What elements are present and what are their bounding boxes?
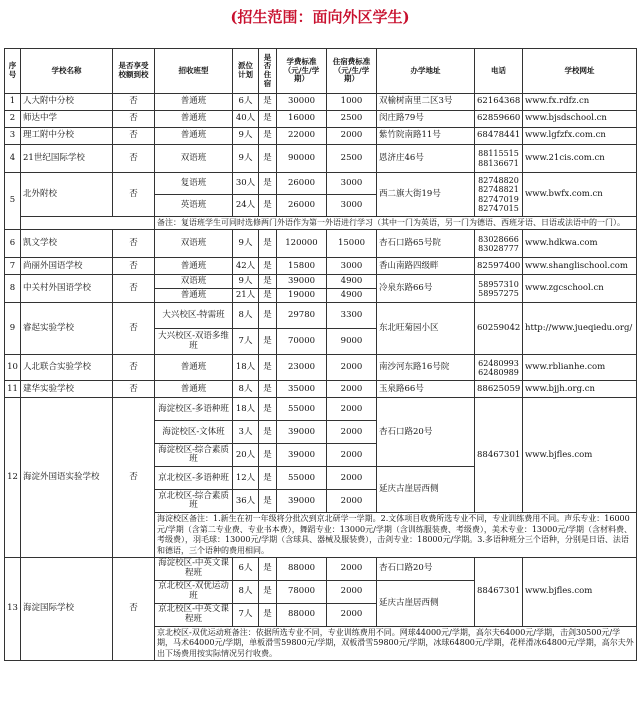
cell-plan: 36人 (233, 490, 259, 513)
table-row (5, 355, 637, 381)
note-cell: 备注：复语班学生可同时选修两门外语作为第一外语进行学习（其中一门为英语，另一门为德语、西班牙语、日语或法语中的一门）。 (155, 217, 637, 230)
cell-address: 南沙河东路16号院 (377, 355, 475, 381)
cell-school: 海淀外国语实验学校 (21, 398, 113, 558)
cell-boarding: 是 (259, 381, 277, 398)
cell-dorm-fee: 2500 (327, 111, 377, 128)
table-row (5, 230, 637, 258)
cell-boarding: 是 (259, 303, 277, 329)
cell-address: 延庆古崖居西侧 (377, 467, 475, 513)
cell-phone: 62164368 (475, 94, 523, 111)
cell-tuition: 23000 (277, 355, 327, 381)
cell-phone: 88115515 88136671 (475, 145, 523, 173)
cell-boarding: 是 (259, 398, 277, 421)
cell-plan: 18人 (233, 355, 259, 381)
cell-phone: 82748820 82748821 82747019 82747015 (475, 173, 523, 217)
cell-phone: 68478441 (475, 128, 523, 145)
cell-plan: 9人 (233, 230, 259, 258)
cell-tuition: 39000 (277, 421, 327, 444)
table-header (5, 49, 637, 94)
header-cell: 学费标准（元/生/学期） (277, 49, 327, 94)
cell-dorm-fee: 3000 (327, 258, 377, 275)
cell-quota: 否 (113, 258, 155, 275)
cell-boarding: 是 (259, 173, 277, 195)
cell-class-type: 普通班 (155, 111, 233, 128)
cell-class-type: 海淀校区-多语种班 (155, 398, 233, 421)
table-row (5, 398, 637, 421)
cell-class-type: 海淀校区-中英文课程班 (155, 557, 233, 580)
cell-address: 恩济庄46号 (377, 145, 475, 173)
cell-plan: 6人 (233, 94, 259, 111)
cell-address: 冷泉东路66号 (377, 275, 475, 303)
cell-plan: 24人 (233, 195, 259, 217)
cell-address: 香山南路四级畔 (377, 258, 475, 275)
header-cell: 办学地址 (377, 49, 475, 94)
cell-class-type: 普通班 (155, 258, 233, 275)
cell-url[interactable]: www.hdkwa.com (523, 230, 637, 258)
cell-plan: 42人 (233, 258, 259, 275)
cell-tuition: 70000 (277, 329, 327, 355)
cell-dorm-fee: 2000 (327, 421, 377, 444)
cell-tuition: 120000 (277, 230, 327, 258)
cell-class-type: 大兴校区-特需班 (155, 303, 233, 329)
table-row (5, 173, 637, 195)
cell-plan: 20人 (233, 444, 259, 467)
cell-school: 人大附中分校 (21, 94, 113, 111)
cell-quota: 否 (113, 173, 155, 217)
cell-no: 8 (5, 275, 21, 303)
cell-url[interactable]: www.bwfx.com.cn (523, 173, 637, 217)
cell-url[interactable]: http://www.jueqiedu.org/ (523, 303, 637, 355)
cell-plan: 8人 (233, 303, 259, 329)
cell-url[interactable]: www.rblianhe.com (523, 355, 637, 381)
cell-no: 13 (5, 557, 21, 660)
header-cell: 学校网址 (523, 49, 637, 94)
cell-no: 1 (5, 94, 21, 111)
cell-boarding: 是 (259, 230, 277, 258)
table-row (5, 258, 637, 275)
cell-phone: 88467301 (475, 557, 523, 626)
cell-tuition: 39000 (277, 444, 327, 467)
cell-plan: 8人 (233, 381, 259, 398)
cell-url[interactable]: www.21cis.com.cn (523, 145, 637, 173)
page-title: (招生范围：面向外区学生) (230, 8, 410, 26)
cell-class-type: 京北校区-中英文课程班 (155, 603, 233, 626)
header-cell: 派位计划 (233, 49, 259, 94)
cell-address: 东北旺菊园小区 (377, 303, 475, 355)
cell-address: 西二旗大街19号 (377, 173, 475, 217)
cell-address: 杏石口路65号院 (377, 230, 475, 258)
cell-no: 12 (5, 398, 21, 558)
cell-plan: 8人 (233, 580, 259, 603)
cell-school: 凯文学校 (21, 230, 113, 258)
cell-tuition: 39000 (277, 490, 327, 513)
header-cell: 序号 (5, 49, 21, 94)
school-table (4, 48, 637, 661)
cell-url[interactable]: www.bjfles.com (523, 557, 637, 626)
cell-plan: 9人 (233, 145, 259, 173)
cell-phone: 62480993 62480989 (475, 355, 523, 381)
cell-school: 建华实验学校 (21, 381, 113, 398)
cell-dorm-fee: 15000 (327, 230, 377, 258)
cell-plan: 12人 (233, 467, 259, 490)
cell-class-type: 普通班 (155, 289, 233, 303)
cell-boarding: 是 (259, 289, 277, 303)
cell-phone: 82597400 (475, 258, 523, 275)
cell-tuition: 90000 (277, 145, 327, 173)
header-cell: 是否住宿 (259, 49, 277, 94)
cell-boarding: 是 (259, 557, 277, 580)
cell-url[interactable]: www.bjsdschool.cn (523, 111, 637, 128)
table-row (5, 111, 637, 128)
cell-dorm-fee: 2000 (327, 603, 377, 626)
cell-tuition: 78000 (277, 580, 327, 603)
cell-dorm-fee: 4900 (327, 275, 377, 289)
cell-dorm-fee: 2000 (327, 381, 377, 398)
cell-boarding: 是 (259, 258, 277, 275)
cell-dorm-fee: 2000 (327, 444, 377, 467)
cell-phone: 62859660 (475, 111, 523, 128)
table-row (5, 275, 637, 289)
cell-no: 5 (5, 173, 21, 230)
cell-boarding: 是 (259, 128, 277, 145)
cell-class-type: 京北校区-多语种班 (155, 467, 233, 490)
cell-dorm-fee: 9000 (327, 329, 377, 355)
table-row (5, 557, 637, 580)
cell-school: 海淀国际学校 (21, 557, 113, 660)
cell-plan: 21人 (233, 289, 259, 303)
cell-plan: 9人 (233, 275, 259, 289)
cell-dorm-fee: 2000 (327, 398, 377, 421)
cell-tuition: 35000 (277, 381, 327, 398)
table-row (5, 128, 637, 145)
cell-plan: 18人 (233, 398, 259, 421)
cell-plan: 7人 (233, 603, 259, 626)
cell-no: 3 (5, 128, 21, 145)
cell-boarding: 是 (259, 195, 277, 217)
cell-phone: 60259042 (475, 303, 523, 355)
cell-quota: 否 (113, 303, 155, 355)
cell-boarding: 是 (259, 580, 277, 603)
cell-quota: 否 (113, 275, 155, 303)
cell-tuition: 26000 (277, 195, 327, 217)
header-cell: 住宿费标准（元/生/学期） (327, 49, 377, 94)
cell-plan: 6人 (233, 557, 259, 580)
cell-tuition: 29780 (277, 303, 327, 329)
cell-quota: 否 (113, 398, 155, 558)
cell-school: 理工附中分校 (21, 128, 113, 145)
cell-dorm-fee: 2000 (327, 580, 377, 603)
header-cell: 电话 (475, 49, 523, 94)
cell-plan: 40人 (233, 111, 259, 128)
cell-dorm-fee: 2000 (327, 128, 377, 145)
cell-school: 中关村外国语学校 (21, 275, 113, 303)
cell-dorm-fee: 3000 (327, 173, 377, 195)
cell-class-type: 英语班 (155, 195, 233, 217)
cell-dorm-fee: 3300 (327, 303, 377, 329)
cell-plan: 3人 (233, 421, 259, 444)
cell-school: 21世纪国际学校 (21, 145, 113, 173)
cell-dorm-fee: 2000 (327, 557, 377, 580)
table-note-row (5, 217, 637, 230)
cell-quota: 否 (113, 94, 155, 111)
cell-tuition: 88000 (277, 557, 327, 580)
cell-address: 双榆树南里二区3号 (377, 94, 475, 111)
cell-dorm-fee: 2000 (327, 355, 377, 381)
cell-quota: 否 (113, 557, 155, 660)
cell-quota: 否 (113, 145, 155, 173)
cell-boarding: 是 (259, 94, 277, 111)
cell-class-type: 复语班 (155, 173, 233, 195)
cell-quota: 否 (113, 230, 155, 258)
cell-class-type: 普通班 (155, 381, 233, 398)
cell-class-type: 普通班 (155, 128, 233, 145)
table-row (5, 145, 637, 173)
cell-dorm-fee: 3000 (327, 195, 377, 217)
cell-boarding: 是 (259, 490, 277, 513)
cell-address: 杏石口路20号 (377, 398, 475, 467)
cell-tuition: 22000 (277, 128, 327, 145)
cell-quota: 否 (113, 128, 155, 145)
cell-class-type: 海淀校区-综合素质班 (155, 444, 233, 467)
cell-boarding: 是 (259, 145, 277, 173)
cell-dorm-fee: 2000 (327, 490, 377, 513)
header-cell: 是否享受校额到校 (113, 49, 155, 94)
cell-tuition: 15800 (277, 258, 327, 275)
note-cell: 京北校区-双优运动班备注：依据所选专业不同，专业训练费用不同。网球44000元/学期，高尔夫64000元/学期，击剑30500元/学期，马术64000元/学期，单板滑雪59800元/学期，双板滑雪59800元/学期，冰球64800元/学期，花样滑冰64800元/学期，高尔夫外出下场费用按实际情况另行收费。 (155, 626, 637, 660)
cell-class-type: 双语班 (155, 230, 233, 258)
cell-quota: 否 (113, 355, 155, 381)
cell-address: 紫竹院南路11号 (377, 128, 475, 145)
cell-plan: 9人 (233, 128, 259, 145)
cell-tuition: 30000 (277, 94, 327, 111)
cell-class-type: 普通班 (155, 94, 233, 111)
cell-school: 北外附校 (21, 173, 113, 217)
cell-tuition: 55000 (277, 467, 327, 490)
cell-boarding: 是 (259, 444, 277, 467)
cell-address: 玉泉路66号 (377, 381, 475, 398)
cell-no: 10 (5, 355, 21, 381)
cell-quota: 否 (113, 111, 155, 128)
cell-dorm-fee: 1000 (327, 94, 377, 111)
cell-no: 4 (5, 145, 21, 173)
cell-quota: 否 (113, 381, 155, 398)
cell-class-type: 大兴校区-双语多维班 (155, 329, 233, 355)
cell-class-type: 海淀校区-文体班 (155, 421, 233, 444)
cell-plan: 30人 (233, 173, 259, 195)
cell-no: 9 (5, 303, 21, 355)
cell-class-type: 京北校区-综合素质班 (155, 490, 233, 513)
cell-boarding: 是 (259, 467, 277, 490)
cell-url[interactable]: www.bjfles.com (523, 398, 637, 513)
cell-dorm-fee: 2500 (327, 145, 377, 173)
cell-no: 7 (5, 258, 21, 275)
cell-dorm-fee: 2000 (327, 467, 377, 490)
cell-url[interactable]: www.bjjh.org.cn (523, 381, 637, 398)
cell-no: 6 (5, 230, 21, 258)
cell-dorm-fee: 4900 (327, 289, 377, 303)
cell-address: 闵庄路79号 (377, 111, 475, 128)
cell-phone: 58957310 58957275 (475, 275, 523, 303)
cell-tuition: 19000 (277, 289, 327, 303)
cell-boarding: 是 (259, 111, 277, 128)
header-cell: 招收班型 (155, 49, 233, 94)
cell-class-type: 双语班 (155, 275, 233, 289)
cell-boarding: 是 (259, 329, 277, 355)
cell-address: 延庆古崖居西侧 (377, 580, 475, 626)
cell-url[interactable]: www.zgcschool.cn (523, 275, 637, 303)
cell-no: 2 (5, 111, 21, 128)
cell-boarding: 是 (259, 603, 277, 626)
cell-school: 人北联合实验学校 (21, 355, 113, 381)
cell-url[interactable]: www.fx.rdfz.cn (523, 94, 637, 111)
cell-boarding: 是 (259, 421, 277, 444)
cell-no: 11 (5, 381, 21, 398)
note-cell: 海淀校区备注：1.新生在初一年级将分批次到京北研学一学期。2.文体项目收费所选专业不同，专业训练费用不同。声乐专业：16000元/学期（含第二专业费、专业书本费），舞蹈专业：13000元/学期（含训练服装费、考级费），美术专业：13000元/学期（含材料费、考级费），羽毛球：13000元/学期（含球具、器械及服装费），击剑专业：18000元/学期。3.多语种班分三个语种，分别是日语、法语和德语，三个语种的费用相同。 (155, 513, 637, 558)
cell-class-type: 普通班 (155, 355, 233, 381)
table-row (5, 94, 637, 111)
cell-tuition: 39000 (277, 275, 327, 289)
cell-phone: 88467301 (475, 398, 523, 513)
cell-boarding: 是 (259, 275, 277, 289)
cell-url[interactable]: www.lgfzfx.com.cn (523, 128, 637, 145)
cell-tuition: 55000 (277, 398, 327, 421)
header-cell: 学校名称 (21, 49, 113, 94)
cell-address: 杏石口路20号 (377, 557, 475, 580)
cell-school: 尚丽外国语学校 (21, 258, 113, 275)
cell-tuition: 16000 (277, 111, 327, 128)
cell-class-type: 京北校区-双优运动班 (155, 580, 233, 603)
cell-phone: 88625059 (475, 381, 523, 398)
cell-school: 师达中学 (21, 111, 113, 128)
cell-class-type: 双语班 (155, 145, 233, 173)
table-row (5, 381, 637, 398)
cell-url[interactable]: www.shanglischool.com (523, 258, 637, 275)
cell-plan: 7人 (233, 329, 259, 355)
cell-tuition: 88000 (277, 603, 327, 626)
cell-tuition: 26000 (277, 173, 327, 195)
cell-boarding: 是 (259, 355, 277, 381)
cell-phone: 83028666 83028777 (475, 230, 523, 258)
cell-school: 睿起实验学校 (21, 303, 113, 355)
table-row (5, 303, 637, 329)
